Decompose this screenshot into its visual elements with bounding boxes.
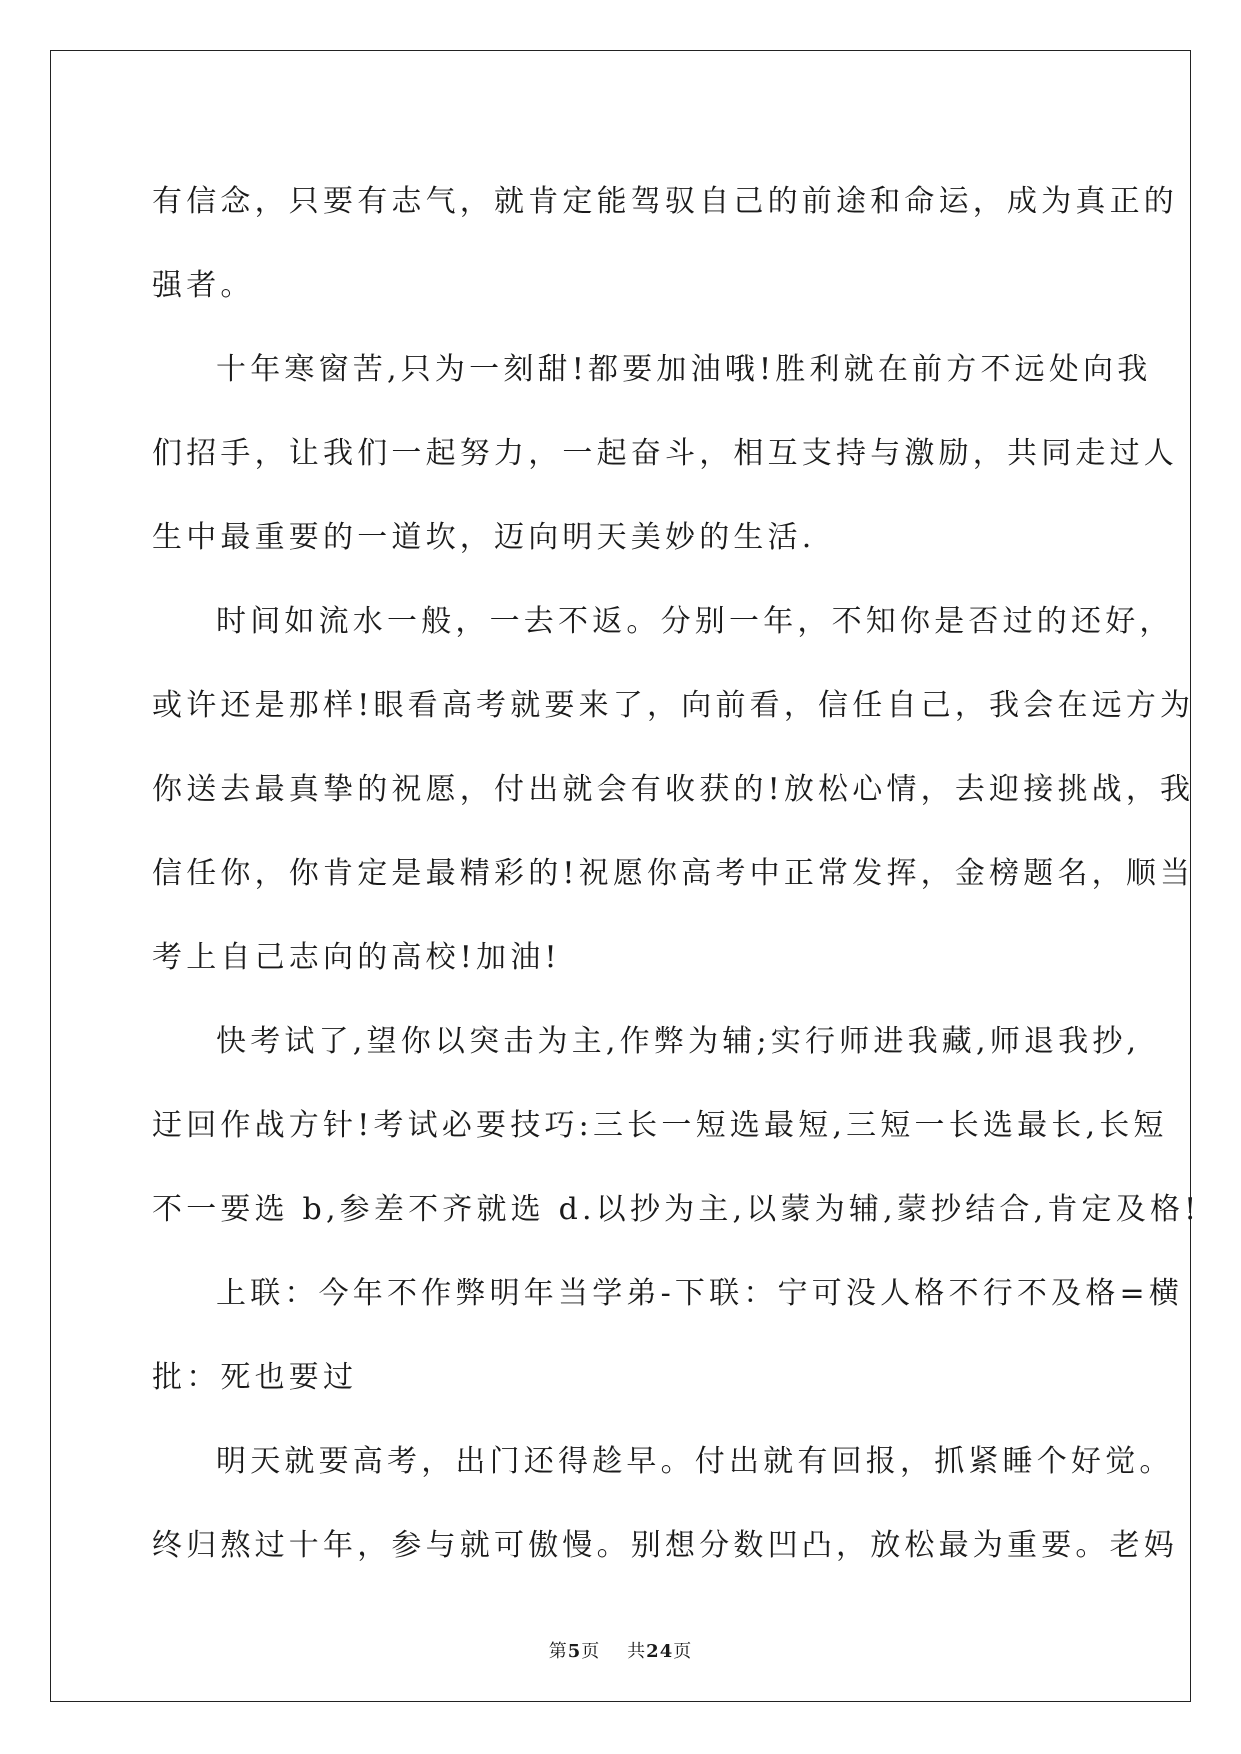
total-prefix: 共 [627,1641,647,1662]
total-pages: 24 [646,1641,674,1662]
text-line: 们招手，让我们一起努力，一起奋斗，相互支持与激励，共同走过人 [152,436,1178,471]
page-suffix: 页 [581,1641,601,1662]
text-line: 信任你，你肯定是最精彩的!祝愿你高考中正常发挥，金榜题名，顺当 [152,856,1195,891]
text-line: 强者。 [152,268,255,303]
text-line: 终归熬过十年，参与就可傲慢。别想分数凹凸，放松最为重要。老妈 [152,1528,1178,1563]
text-line: 或许还是那样!眼看高考就要来了，向前看，信任自己，我会在远方为 [152,688,1195,723]
page-footer [0,1637,1241,1663]
text-line: 有信念，只要有志气，就肯定能驾驭自己的前途和命运，成为真正的 [152,184,1178,219]
total-suffix: 页 [673,1641,693,1662]
paragraph-start-line: 十年寒窗苦,只为一刻甜!都要加油哦!胜利就在前方不远处向我 [216,352,1152,387]
document-body [152,160,1201,1588]
text-line: 批：死也要过 [152,1360,358,1395]
page-number: 5 [567,1641,582,1662]
paragraph-start-line: 时间如流水一般，一去不返。分别一年，不知你是否过的还好， [216,604,1174,639]
page-prefix: 第 [548,1641,568,1662]
text-line: 迂回作战方针!考试必要技巧:三长一短选最短,三短一长选最长,长短 [152,1108,1168,1143]
paragraph-start-line: 上联：今年不作弊明年当学弟-下联：宁可没人格不行不及格=横 [216,1276,1184,1311]
text-line: 你送去最真挚的祝愿，付出就会有收获的!放松心情，去迎接挑战，我 [152,772,1195,807]
text-line: 不一要选 b,参差不齐就选 d.以抄为主,以蒙为辅,蒙抄结合,肯定及格! [152,1192,1201,1227]
text-line: 生中最重要的一道坎，迈向明天美妙的生活. [152,520,816,555]
paragraph-start-line: 快考试了,望你以突击为主,作弊为辅;实行师进我藏,师退我抄, [216,1024,1141,1059]
paragraph-start-line: 明天就要高考，出门还得趁早。付出就有回报，抓紧睡个好觉。 [216,1444,1174,1479]
text-line: 考上自己志向的高校!加油! [152,940,561,975]
